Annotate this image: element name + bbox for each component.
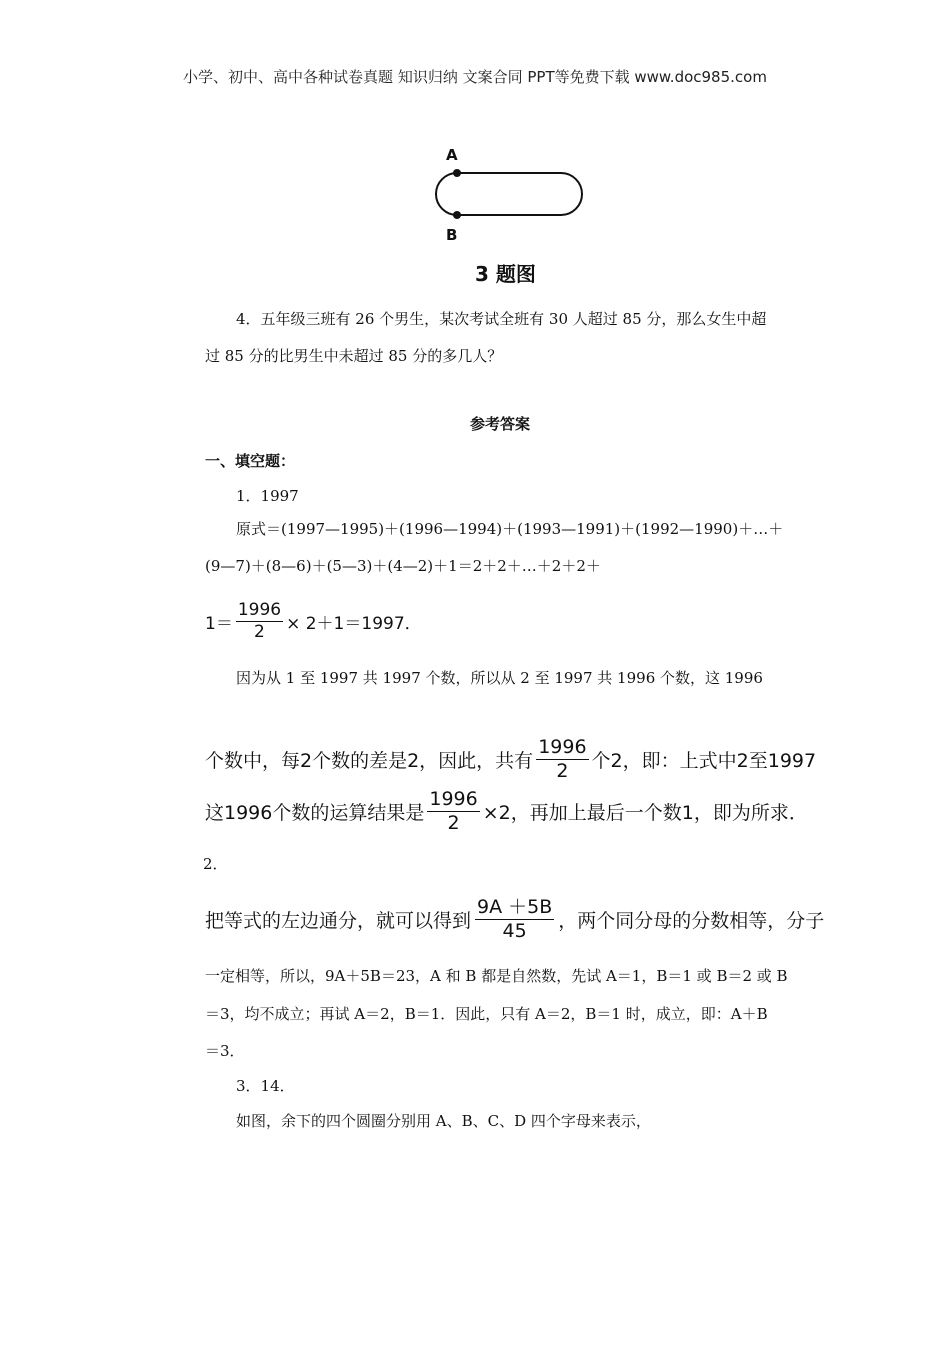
answer-3-label: 3．14．: [236, 1077, 295, 1095]
point-a: [453, 169, 461, 177]
figure-label-b: B: [446, 226, 458, 244]
fraction-denominator: 2: [254, 621, 265, 642]
figure-caption: 3 题图: [475, 262, 536, 286]
point-b: [453, 211, 461, 219]
answer-2-line-3: ＝3，均不成立；再试 A＝2，B＝1．因此，只有 A＝2，B＝1 时，成立，即：A＋B: [205, 1005, 768, 1023]
answer-1-line-3-post: × 2＋1＝1997．: [286, 613, 422, 634]
answer-1-line-5-pre: 个数中，每2个数的差是2，因此，共有: [205, 749, 534, 772]
answer-2-line-4: ＝3．: [205, 1042, 245, 1060]
track-loop: [436, 173, 582, 215]
fraction-numerator: 1996: [538, 736, 587, 758]
fraction-numerator: 9A ＋5B: [477, 896, 553, 918]
problem-4-line-2: 过 85 分的比男生中未超过 85 分的多几人？: [205, 347, 503, 365]
fraction-denominator: 2: [556, 759, 569, 782]
answer-2-label: 2．: [203, 855, 228, 873]
answer-1-line-3: [205, 601, 422, 641]
answer-2-line-1: [205, 897, 824, 942]
answer-1-line-5: [205, 737, 816, 782]
fraction-1996-over-2: [236, 601, 283, 641]
answer-2-line-1-pre: 把等式的左边通分，就可以得到: [205, 909, 472, 932]
fraction-denominator: 2: [447, 811, 460, 834]
answer-1-line-6-pre: 这1996个数的运算结果是: [205, 801, 425, 824]
answer-3-line-1: 如图，余下的四个圆圈分别用 A、B、C、D 四个字母来表示，: [236, 1112, 651, 1130]
answer-2-line-1-post: ，两个同分母的分数相等，分子: [558, 909, 825, 932]
answer-2-line-2: 一定相等，所以，9A＋5B＝23，A 和 B 都是自然数，先试 A＝1，B＝1 或 B＝2 或 B: [205, 967, 788, 985]
answer-1-line-6-post: ×2，再加上最后一个数1，即为所求．: [482, 801, 808, 824]
answer-1-line-5-post: 个2，即：上式中2至1997: [591, 749, 817, 772]
answer-1-label: 1．1997: [236, 487, 299, 505]
section-fill-in-heading: 一、填空题：: [205, 452, 296, 470]
answer-1-line-1: 原式＝(1997—1995)＋(1996—1994)＋(1993—1991)＋(1992—1990)＋…＋: [236, 520, 784, 538]
answer-1-line-6: [205, 789, 808, 834]
answers-title: 参考答案: [470, 415, 531, 433]
fraction-numerator: 1996: [429, 788, 478, 810]
answer-1-line-3-pre: 1＝: [205, 613, 233, 634]
answer-1-line-4: 因为从 1 至 1997 共 1997 个数，所以从 2 至 1997 共 1996 个数，这 1996: [236, 669, 763, 687]
answer-1-line-2: (9—7)＋(8—6)＋(5—3)＋(4—2)＋1＝2＋2＋…＋2＋2＋: [205, 557, 601, 575]
fraction-denominator: 45: [502, 919, 527, 942]
fraction-numerator: 1996: [237, 600, 282, 620]
fraction-9a5b-over-45: [475, 897, 554, 942]
fraction-1996-over-2: [427, 789, 479, 834]
fraction-1996-over-2: [536, 737, 588, 782]
page-header: 小学、初中、高中各种试卷真题 知识归纳 文案合同 PPT等免费下载 www.doc985.com: [183, 68, 767, 86]
problem-4-line-1: 4．五年级三班有 26 个男生，某次考试全班有 30 人超过 85 分，那么女生中超: [236, 310, 767, 328]
figure-label-a: A: [446, 146, 458, 164]
